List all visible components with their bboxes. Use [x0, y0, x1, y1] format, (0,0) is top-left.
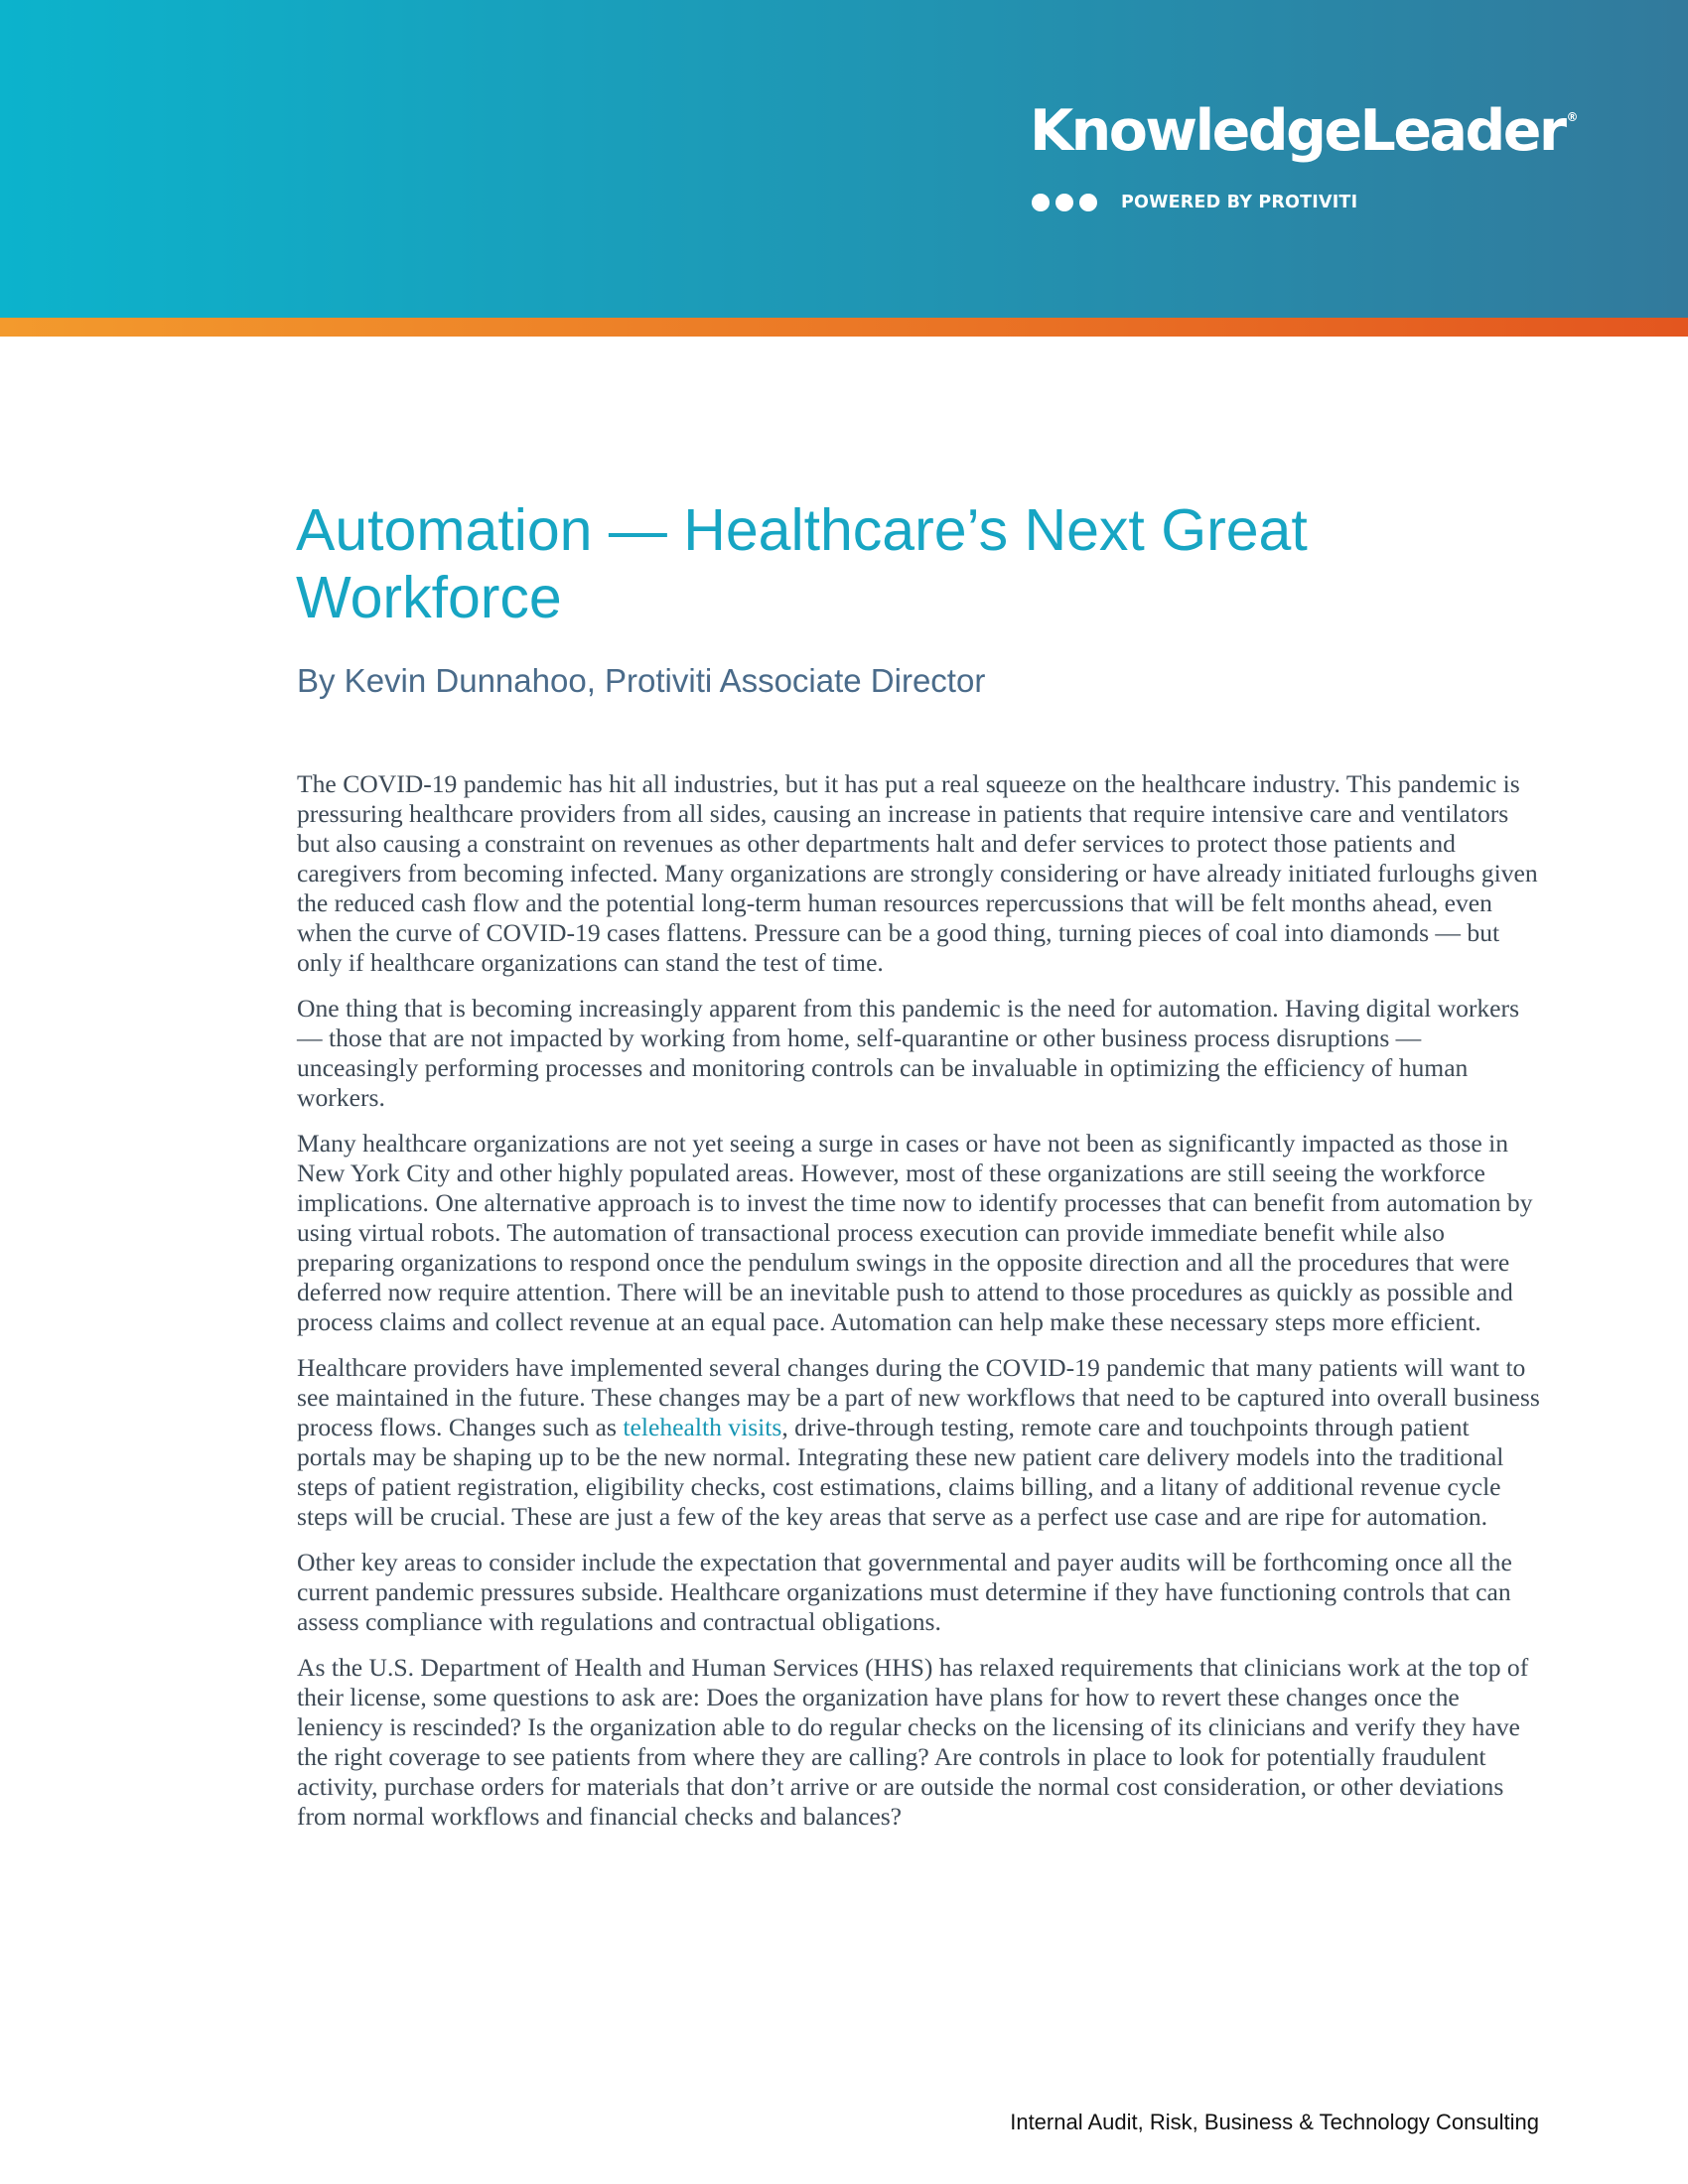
paragraph-5: Other key areas to consider include the expectation that governmental and payer audits will be forthcoming once all the current pandemic pressures subside. Healthcare organizations must determine if they have functioning controls that can assess compliance with regulations and contractual obligations.	[297, 1548, 1512, 1636]
registered-mark: ®	[1566, 110, 1579, 124]
paragraph-2: One thing that is becoming increasingly apparent from this pandemic is the need for automation. Having digital workers — those that are not impacted by working from home, self-quarantine or other business process disruptions — unceasingly performing processes and monitoring controls can be invaluable in optimizing the efficiency of human workers.	[297, 994, 1520, 1112]
article-title: Automation — Healthcare’s Next Great Workforce	[296, 497, 1308, 630]
paragraph-4-text-after-link: , drive-through testing, remote care and touchpoints through patient portals may be shaping up to be the new normal. Integrating these new patient care delivery models into the traditional steps of patient registration, eligibility checks, cost estimations, claims billing, and a litany of additional revenue cycle steps will be crucial. These are just a few of the key areas that serve as a perfect use case and are ripe for automation.	[297, 1413, 1504, 1531]
dot-icon	[1079, 194, 1097, 211]
telehealth-visits-link[interactable]: telehealth visits	[623, 1413, 782, 1441]
paragraph-1: The COVID-19 pandemic has hit all industries, but it has put a real squeeze on the healthcare industry. This pandemic is pressuring healthcare providers from all sides, causing an increase in patients that require intensive care and ventilators but also causing a constraint on revenues as other departments halt and defer services to protect those patients and caregivers from becoming infected. Many organizations are strongly considering or have already initiated furloughs given the reduced cash flow and the potential long-term human resources repercussions that will be felt months ahead, even when the curve of COVID-19 cases flattens. Pressure can be a good thing, turning pieces of coal into diamonds — but only if healthcare organizations can stand the test of time.	[297, 769, 1538, 977]
paragraph-4	[297, 1353, 1540, 1532]
paragraph-3: Many healthcare organizations are not yet seeing a surge in cases or have not been as significantly impacted as those in New York City and other highly populated areas. However, most of these organizations are still seeing the workforce implications. One alternative approach is to invest the time now to identify processes that can benefit from automation by using virtual robots. The automation of transactional process execution can provide immediate benefit while also preparing organizations to respond once the pendulum swings in the opposite direction and all the procedures that were deferred now require attention. There will be an inevitable push to attend to those procedures as quickly as possible and process claims and collect revenue at an equal pace. Automation can help make these necessary steps more efficient.	[297, 1129, 1533, 1336]
brand-name: KnowledgeLeader	[1030, 98, 1565, 164]
dot-icon	[1032, 194, 1050, 211]
dot-icon	[1055, 194, 1073, 211]
logo-tagline: POWERED BY PROTIVITI	[1121, 193, 1358, 212]
article-byline: By Kevin Dunnahoo, Protiviti Associate Director	[297, 662, 986, 699]
article-body	[297, 769, 1540, 1847]
knowledgeleader-logo	[1030, 98, 1579, 164]
footer-tagline: Internal Audit, Risk, Business & Technology Consulting	[1010, 2110, 1539, 2134]
protiviti-dots-icon	[1032, 194, 1097, 211]
paragraph-6: As the U.S. Department of Health and Human Services (HHS) has relaxed requirements that clinicians work at the top of their license, some questions to ask are: Does the organization have plans for how to revert these changes once the leniency is rescinded? Is the organization able to do regular checks on the licensing of its clinicians and verify they have the right coverage to see patients from where they are calling? Are controls in place to look for potentially fraudulent activity, purchase orders for materials that don’t arrive or are outside the normal cost consideration, or other deviations from normal workflows and financial checks and balances?	[297, 1653, 1529, 1831]
accent-stripe	[0, 318, 1688, 337]
paragraph-4-text-before-link: Healthcare providers have implemented several changes during the COVID-19 pandemic that many patients will want to see maintained in the future. These changes may be a part of new workflows that need to be captured into overall business process flows. Changes such as	[297, 1353, 1540, 1441]
